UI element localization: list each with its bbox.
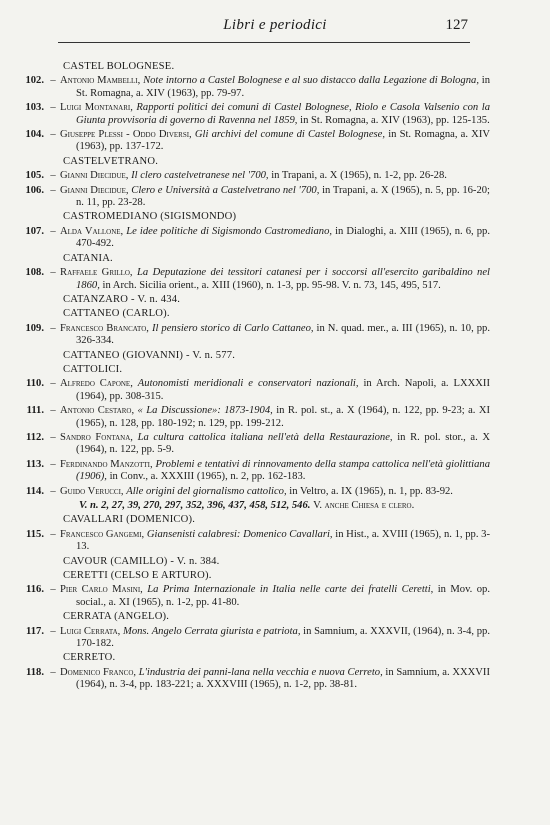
- entry-source: in Samnium, a. XXXVII, (1964), n. 3-4, pp. 170-182.: [76, 625, 490, 650]
- bibliography-entry: [0, 529, 550, 554]
- entry-author: Guido Verucci,: [60, 485, 124, 497]
- entry-source: in Samnium, a. XXXVII (1964), n. 3-4, pp. 183-221; a. XXXVIII (1965), n. 1-2, pp. 38-81.: [76, 666, 490, 691]
- entry-author: Raffaele Grillo,: [60, 267, 133, 279]
- bibliography-entry: [0, 102, 550, 127]
- entry-author: Alfredo Capone,: [60, 378, 133, 390]
- entry-dash: –: [50, 322, 56, 334]
- entry-dash: –: [50, 431, 56, 443]
- entry-number: 104.: [25, 129, 44, 141]
- entry-title: Le idee politiche di Sigismondo Castromediano,: [126, 225, 333, 237]
- entry-text: [60, 584, 490, 609]
- bibliography-entry: [0, 129, 550, 154]
- section-heading: CATANZARO - V. n. 434.: [63, 293, 181, 305]
- entry-source: in Veltro, a. IX (1965), n. 1, pp. 83-92.: [289, 485, 453, 497]
- section-heading: CERETTI (CELSO E ARTURO).: [63, 570, 212, 582]
- section-heading: CAVOUR (CAMILLO) - V. n. 384.: [63, 555, 220, 567]
- entry-source: in R. pol. stor., a. X (1964), n. 122, pp. 5-9.: [76, 431, 491, 456]
- entry-dash: –: [50, 378, 56, 390]
- entry-title: Rapporti politici dei comuni di Castel Bolognese, Riolo e Casola Valsenio con la Giunta provvisoria di governo di Ravenna nel 1859,: [76, 102, 491, 126]
- entry-author: Alda Vallone,: [60, 225, 124, 237]
- entry-source: in Dialoghi, a. XIII (1965), n. 6, pp. 470-492.: [76, 225, 490, 250]
- section-heading: CASTEL BOLOGNESE.: [63, 61, 175, 72]
- entry-author: Giuseppe Plessi - Oddo Diversi,: [60, 129, 192, 141]
- section-heading: CERRETO.: [63, 652, 116, 664]
- entry-author: Sandro Fontana,: [60, 431, 133, 443]
- entry-title: Il clero castelvetranese nel '700,: [131, 170, 269, 182]
- entry-dash: –: [50, 584, 56, 596]
- entry-title: Problemi e tentativi di rinnovamento della stampa cattolica nell'età giolittiana (1906),: [76, 458, 491, 483]
- entry-number: 102.: [25, 75, 44, 87]
- section-heading: CASTELVETRANO.: [63, 155, 159, 167]
- entry-source: in Mov. op. social., a. XI (1965), n. 1-2, pp. 41-80.: [76, 584, 490, 608]
- entry-number: 118.: [26, 666, 44, 678]
- entry-title: Alle origini del giornalismo cattolico,: [126, 485, 287, 497]
- section-heading: CAVALLARI (DOMENICO).: [63, 514, 196, 526]
- entry-text: [60, 267, 490, 292]
- entry-source: in Hist., a. XVIII (1965), n. 1, pp. 3-13.: [76, 528, 490, 553]
- entry-number: 103.: [25, 102, 44, 114]
- section-heading: CERRATA (ANGELO).: [63, 611, 170, 623]
- entry-text: [60, 667, 490, 692]
- entry-author: Luigi Cerrata,: [60, 625, 121, 637]
- entry-number: 110.: [26, 378, 44, 390]
- entry-number: 112.: [26, 431, 44, 443]
- cross-reference: [0, 500, 550, 512]
- entry-source: in Trapani, a. X (1965), n. 5, pp. 16-20; n. 11, pp. 23-28.: [76, 184, 490, 209]
- entry-author: Antonio Cestaro,: [60, 405, 135, 417]
- entry-title: La cultura cattolica italiana nell'età della Restaurazione,: [137, 431, 393, 443]
- entry-source: in Trapani, a. X (1965), n. 1-2, pp. 26-28.: [271, 170, 447, 182]
- entry-text: [60, 486, 490, 498]
- section-heading: CATTANEO (GIOVANNI) - V. n. 577.: [63, 349, 236, 361]
- bibliography-entry: [0, 486, 550, 498]
- bibliography-entry: [0, 75, 550, 100]
- entry-text: [60, 459, 490, 484]
- entry-title: La Prima Internazionale in Italia nelle carte dei fratelli Ceretti,: [147, 584, 434, 596]
- bibliography-entry: [0, 626, 550, 651]
- entry-title: Il pensiero storico di Carlo Cattaneo,: [151, 322, 314, 334]
- entry-title: Autonomisti meridionali e conservatori nazionali,: [137, 378, 359, 390]
- entry-text: [60, 405, 490, 430]
- bibliography-entry: [0, 226, 550, 251]
- entry-author: Francesco Gangemi,: [60, 528, 145, 540]
- entry-text: [60, 626, 490, 651]
- entry-number: 114.: [26, 485, 44, 497]
- entry-title: L'industria dei panni-lana nella vecchia e nuova Cerreto,: [138, 666, 383, 678]
- entry-author: Domenico Franco,: [60, 666, 137, 678]
- entry-source: in N. quad. mer., a. III (1965), n. 10, pp. 326-334.: [76, 322, 490, 347]
- bibliography-list: [0, 60, 550, 694]
- entry-title: Giansenisti calabresi: Domenico Cavallari,: [146, 528, 333, 540]
- entry-text: [60, 529, 490, 554]
- entry-author: Antonio Mambelli,: [60, 75, 141, 87]
- entry-dash: –: [50, 75, 56, 87]
- entry-author: Ferdinando Manzotti,: [60, 458, 153, 470]
- entry-text: [60, 75, 490, 100]
- entry-source: in St. Romagna, a. XIV (1963), pp. 137-172.: [76, 129, 491, 153]
- running-title: Libri e periodici: [223, 17, 327, 33]
- entry-dash: –: [50, 405, 56, 417]
- xref-see-also: V. anche Chiesa e clero.: [313, 500, 415, 511]
- entry-source: in Arch. Napoli, a. LXXXII (1964), pp. 308-315.: [76, 378, 490, 402]
- bibliography-entry: [0, 185, 550, 210]
- bibliography-entry: [0, 584, 550, 609]
- entry-number: 111.: [26, 405, 44, 417]
- section-heading: CATTOLICI.: [63, 363, 123, 375]
- entry-number: 106.: [25, 184, 44, 196]
- bibliography-entry: [0, 432, 550, 457]
- xref-numbers: V. n. 2, 27, 39, 270, 297, 352, 396, 437, 458, 512, 546.: [79, 500, 311, 511]
- entry-text: [60, 102, 490, 127]
- entry-dash: –: [50, 184, 56, 196]
- entry-author: Pier Carlo Masini,: [60, 584, 143, 596]
- entry-dash: –: [50, 129, 56, 141]
- bibliography-entry: [0, 323, 550, 348]
- entry-author: Luigi Montanari,: [60, 102, 133, 114]
- entry-text: [60, 323, 490, 348]
- entry-dash: –: [50, 267, 56, 279]
- entry-number: 117.: [26, 625, 44, 637]
- entry-dash: –: [50, 170, 56, 182]
- entry-source: in St. Romagna, a. XIV (1963), pp. 79-97.: [76, 75, 490, 99]
- entry-text: [60, 129, 490, 154]
- bibliography-entry: [0, 459, 550, 484]
- entry-number: 107.: [25, 225, 44, 237]
- bibliography-entry: [0, 170, 550, 182]
- page-number: 127: [445, 17, 468, 33]
- entry-dash: –: [50, 485, 56, 497]
- entry-dash: –: [50, 666, 56, 678]
- entry-title: Gli archivi del comune di Castel Bolognese,: [194, 129, 386, 141]
- entry-text: [60, 226, 490, 251]
- entry-source: in R. pol. st., a. X (1964), n. 122, pp. 9-23; a. XI (1965), n. 128, pp. 180-192; n. 129, pp. 199-212.: [76, 405, 491, 429]
- entry-author: Francesco Brancato,: [60, 322, 149, 334]
- entry-number: 108.: [25, 267, 44, 279]
- section-heading: CASTROMEDIANO (SIGISMONDO): [63, 211, 237, 223]
- entry-author: Gianni Diecidue,: [60, 184, 129, 196]
- entry-title: « La Discussione»: 1873-1904,: [137, 405, 273, 417]
- entry-title: Mons. Angelo Cerrata giurista e patriota,: [123, 625, 301, 637]
- entry-dash: –: [50, 458, 56, 470]
- entry-source: in Arch. Sicilia orient., a. XIII (1960), n. 1-3, pp. 95-98. V. n. 73, 145, 495, 517.: [102, 279, 441, 291]
- entry-dash: –: [50, 102, 56, 114]
- entry-number: 109.: [25, 322, 44, 334]
- entry-dash: –: [50, 225, 56, 237]
- entry-number: 113.: [26, 458, 44, 470]
- entry-author: Gianni Diecidue,: [60, 170, 129, 182]
- entry-title: Note intorno a Castel Bolognese e al suo distacco dalla Legazione di Bologna,: [143, 75, 479, 87]
- section-heading: CATANIA.: [63, 252, 113, 264]
- header-rule: [58, 42, 470, 43]
- bibliography-entry: [0, 667, 550, 692]
- entry-number: 105.: [25, 170, 44, 182]
- bibliography-entry: [0, 267, 550, 292]
- entry-text: [60, 378, 490, 403]
- entry-text: [60, 432, 490, 457]
- section-heading: CATTANEO (CARLO).: [63, 308, 170, 320]
- entry-source: in St. Romagna, a. XIV (1963), pp. 125-135.: [300, 114, 490, 126]
- entry-title: Clero e Università a Castelvetrano nel '700,: [131, 184, 320, 196]
- bibliography-entry: [0, 378, 550, 403]
- entry-source: in Conv., a. XXXIII (1965), n. 2, pp. 162-183.: [109, 471, 306, 483]
- entry-text: [60, 185, 490, 210]
- entry-dash: –: [50, 528, 56, 540]
- bibliography-entry: [0, 405, 550, 430]
- entry-number: 116.: [26, 584, 44, 596]
- entry-text: [60, 170, 490, 182]
- entry-title: La Deputazione dei tessitori catanesi per i soccorsi all'esercito garibaldino nel 1860,: [76, 267, 491, 291]
- entry-dash: –: [50, 625, 56, 637]
- running-header: [0, 17, 550, 39]
- entry-number: 115.: [26, 528, 44, 540]
